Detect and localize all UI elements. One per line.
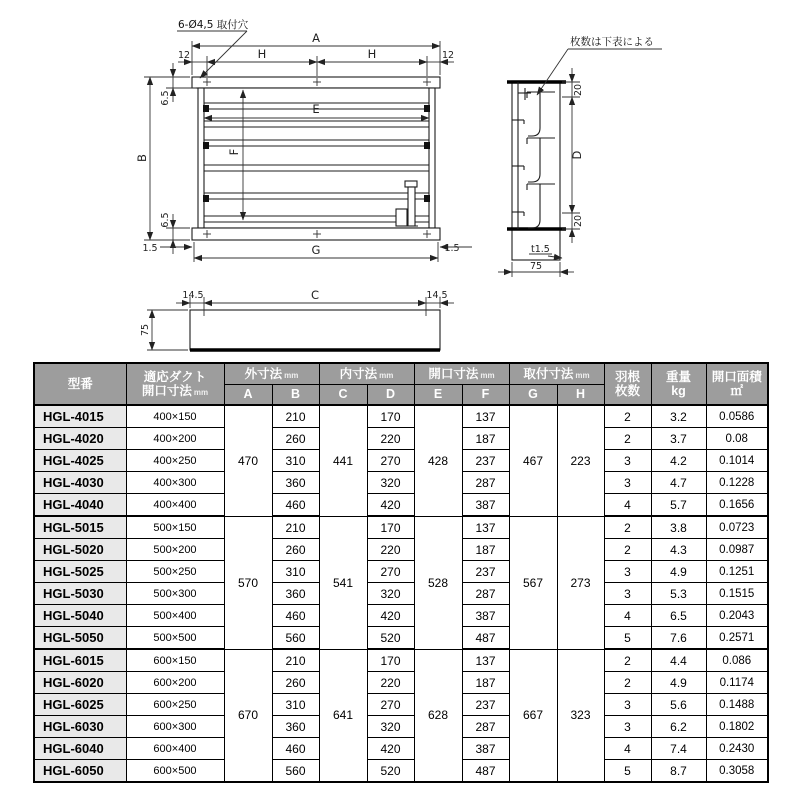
weight-cell: 5.3: [651, 583, 706, 605]
dim-label-c: C: [310, 288, 320, 302]
model-cell: HGL-5050: [34, 627, 126, 650]
model-cell: HGL-6025: [34, 694, 126, 716]
dim-f-cell: 387: [462, 605, 509, 627]
table-row: [34, 605, 768, 627]
dim-d-cell: 320: [367, 472, 414, 494]
dim-d-cell: 220: [367, 428, 414, 450]
dim-label-12-right: 12: [441, 50, 455, 61]
unit-mm: mm: [480, 370, 495, 380]
header-col-a: A: [224, 385, 272, 406]
dim-label-b: B: [135, 154, 149, 162]
dim-h-cell: 323: [557, 649, 604, 782]
model-cell: HGL-6015: [34, 649, 126, 672]
area-cell: 0.1251: [706, 561, 768, 583]
dim-label-thickness: t1.5: [531, 244, 550, 255]
hole-note: 6-Ø4,5 取付穴: [178, 19, 249, 31]
weight-cell: 6.5: [651, 605, 706, 627]
dim-label-h-left: H: [257, 47, 267, 61]
header-col-d: D: [367, 385, 414, 406]
dim-a-cell: 570: [224, 516, 272, 649]
unit-mm: mm: [284, 370, 299, 380]
model-cell: HGL-4025: [34, 450, 126, 472]
dim-a-cell: 670: [224, 649, 272, 782]
dim-d-cell: 420: [367, 605, 414, 627]
spec-table: [33, 362, 769, 783]
weight-cell: 3.7: [651, 428, 706, 450]
table-row: [34, 649, 768, 672]
table-row: [34, 738, 768, 760]
bottom-view: [140, 288, 454, 350]
blades-cell: 4: [604, 605, 651, 627]
model-cell: HGL-6020: [34, 672, 126, 694]
dim-label-h-right: H: [367, 47, 377, 61]
dim-label-6-5-top: 6.5: [160, 90, 171, 106]
area-cell: 0.0987: [706, 539, 768, 561]
dim-g-cell: 467: [509, 405, 557, 516]
dim-d-cell: 270: [367, 694, 414, 716]
duct-cell: 500×150: [126, 516, 224, 539]
blade-count-note: 枚数は下表による: [570, 36, 654, 48]
side-view: [498, 35, 662, 277]
area-cell: 0.0586: [706, 405, 768, 428]
duct-cell: 600×150: [126, 649, 224, 672]
header-col-e: E: [414, 385, 462, 406]
table-row: [34, 583, 768, 605]
dim-label-d: D: [570, 150, 584, 160]
dim-c-cell: 441: [319, 405, 367, 516]
dim-label-20-top: 20: [573, 83, 584, 97]
area-cell: 0.1656: [706, 494, 768, 517]
dim-f-cell: 387: [462, 494, 509, 517]
weight-cell: 4.2: [651, 450, 706, 472]
area-cell: 0.1488: [706, 694, 768, 716]
dim-b-cell: 460: [272, 738, 319, 760]
dim-label-f: F: [227, 148, 241, 156]
dim-b-cell: 210: [272, 405, 319, 428]
dim-b-cell: 310: [272, 450, 319, 472]
area-cell: 0.1014: [706, 450, 768, 472]
model-cell: HGL-6030: [34, 716, 126, 738]
dim-f-cell: 187: [462, 428, 509, 450]
blades-cell: 3: [604, 694, 651, 716]
blades-cell: 5: [604, 627, 651, 650]
duct-cell: 600×300: [126, 716, 224, 738]
dim-d-cell: 320: [367, 716, 414, 738]
dim-b-cell: 360: [272, 583, 319, 605]
table-row: [34, 428, 768, 450]
dim-label-depth-75-side: 75: [529, 261, 543, 272]
dim-f-cell: 487: [462, 627, 509, 650]
blades-cell: 4: [604, 494, 651, 517]
dim-f-cell: 287: [462, 583, 509, 605]
spec-table-wrap: [33, 362, 767, 783]
technical-drawing: [0, 0, 800, 362]
duct-cell: 500×500: [126, 627, 224, 650]
duct-cell: 400×400: [126, 494, 224, 517]
area-cell: 0.1515: [706, 583, 768, 605]
dim-d-cell: 170: [367, 405, 414, 428]
dim-e-cell: 528: [414, 516, 462, 649]
model-cell: HGL-5030: [34, 583, 126, 605]
duct-cell: 600×200: [126, 672, 224, 694]
dim-label-a: A: [312, 31, 320, 45]
duct-cell: 400×200: [126, 428, 224, 450]
header-mount: 取付寸法 mm: [509, 363, 604, 385]
dim-b-cell: 460: [272, 605, 319, 627]
dim-label-20-bottom: 20: [573, 214, 584, 228]
blades-cell: 2: [604, 539, 651, 561]
dim-e-cell: 628: [414, 649, 462, 782]
dim-d-cell: 320: [367, 583, 414, 605]
header-duct-line1: 適応ダクト: [143, 369, 207, 384]
dim-b-cell: 260: [272, 539, 319, 561]
duct-cell: 400×300: [126, 472, 224, 494]
dim-b-cell: 560: [272, 760, 319, 783]
dim-d-cell: 520: [367, 627, 414, 650]
duct-cell: 500×250: [126, 561, 224, 583]
header-col-h: H: [557, 385, 604, 406]
blades-cell: 2: [604, 516, 651, 539]
area-cell: 0.2430: [706, 738, 768, 760]
table-row: [34, 672, 768, 694]
dim-b-cell: 360: [272, 472, 319, 494]
dim-b-cell: 260: [272, 428, 319, 450]
weight-cell: 4.9: [651, 672, 706, 694]
table-row: [34, 561, 768, 583]
blades-cell: 2: [604, 405, 651, 428]
dim-d-cell: 270: [367, 450, 414, 472]
area-cell: 0.1174: [706, 672, 768, 694]
dim-g-cell: 667: [509, 649, 557, 782]
area-cell: 0.3058: [706, 760, 768, 783]
weight-cell: 8.7: [651, 760, 706, 783]
table-row: [34, 627, 768, 650]
header-duct-line2: 開口寸法: [141, 384, 192, 398]
table-row: [34, 494, 768, 517]
header-col-b: B: [272, 385, 319, 406]
area-cell: 0.1228: [706, 472, 768, 494]
blades-cell: 3: [604, 561, 651, 583]
dim-label-14-5-right: 14.5: [426, 290, 448, 301]
duct-cell: 500×300: [126, 583, 224, 605]
dim-f-cell: 137: [462, 405, 509, 428]
model-cell: HGL-5020: [34, 539, 126, 561]
dim-f-cell: 287: [462, 472, 509, 494]
dim-b-cell: 360: [272, 716, 319, 738]
dim-d-cell: 170: [367, 516, 414, 539]
area-cell: 0.1802: [706, 716, 768, 738]
dim-f-cell: 387: [462, 738, 509, 760]
dim-e-cell: 428: [414, 405, 462, 516]
dim-b-cell: 210: [272, 649, 319, 672]
weight-cell: 3.2: [651, 405, 706, 428]
weight-cell: 5.6: [651, 694, 706, 716]
blades-cell: 4: [604, 738, 651, 760]
dim-d-cell: 520: [367, 760, 414, 783]
blades-cell: 5: [604, 760, 651, 783]
weight-cell: 4.7: [651, 472, 706, 494]
weight-cell: 4.9: [651, 561, 706, 583]
dim-f-cell: 137: [462, 516, 509, 539]
header-weight: 重量 kg: [651, 363, 706, 405]
dim-label-1-5-left: 1.5: [142, 243, 158, 254]
header-opening: 開口寸法 mm: [414, 363, 509, 385]
header-area: 開口面積 ㎡: [706, 363, 768, 405]
dim-f-cell: 287: [462, 716, 509, 738]
model-cell: HGL-4015: [34, 405, 126, 428]
blades-cell: 3: [604, 716, 651, 738]
dim-f-cell: 187: [462, 539, 509, 561]
dim-d-cell: 420: [367, 494, 414, 517]
table-row: [34, 694, 768, 716]
table-row: [34, 760, 768, 783]
area-cell: 0.2043: [706, 605, 768, 627]
table-header: [34, 363, 768, 405]
dim-d-cell: 220: [367, 539, 414, 561]
header-col-c: C: [319, 385, 367, 406]
blades-cell: 3: [604, 450, 651, 472]
dim-f-cell: 137: [462, 649, 509, 672]
dim-f-cell: 487: [462, 760, 509, 783]
dim-d-cell: 270: [367, 561, 414, 583]
dim-c-cell: 541: [319, 516, 367, 649]
dim-f-cell: 237: [462, 561, 509, 583]
unit-mm: mm: [193, 388, 209, 397]
duct-cell: 500×400: [126, 605, 224, 627]
blades-cell: 3: [604, 583, 651, 605]
dim-b-cell: 310: [272, 694, 319, 716]
area-cell: 0.08: [706, 428, 768, 450]
model-cell: HGL-5040: [34, 605, 126, 627]
dim-a-cell: 470: [224, 405, 272, 516]
table-row: [34, 450, 768, 472]
dim-b-cell: 310: [272, 561, 319, 583]
weight-cell: 7.6: [651, 627, 706, 650]
model-cell: HGL-6040: [34, 738, 126, 760]
area-cell: 0.0723: [706, 516, 768, 539]
duct-cell: 400×250: [126, 450, 224, 472]
blades-cell: 3: [604, 472, 651, 494]
unit-mm: mm: [379, 370, 394, 380]
duct-cell: 600×500: [126, 760, 224, 783]
model-cell: HGL-5025: [34, 561, 126, 583]
dim-label-depth-75-bottom: 75: [140, 323, 151, 337]
table-row: [34, 516, 768, 539]
area-cell: 0.086: [706, 649, 768, 672]
table-row: [34, 472, 768, 494]
header-model: 型番: [34, 363, 126, 405]
model-cell: HGL-4030: [34, 472, 126, 494]
dim-g-cell: 567: [509, 516, 557, 649]
dim-label-1-5-right: 1.5: [444, 243, 460, 254]
weight-cell: 3.8: [651, 516, 706, 539]
duct-cell: 400×150: [126, 405, 224, 428]
dim-b-cell: 260: [272, 672, 319, 694]
weight-cell: 4.4: [651, 649, 706, 672]
weight-cell: 7.4: [651, 738, 706, 760]
blades-cell: 2: [604, 649, 651, 672]
dim-label-14-5-left: 14.5: [182, 290, 204, 301]
weight-cell: 4.3: [651, 539, 706, 561]
weight-cell: 5.7: [651, 494, 706, 517]
header-blades: 羽根 枚数: [604, 363, 651, 405]
dim-d-cell: 420: [367, 738, 414, 760]
dim-f-cell: 237: [462, 450, 509, 472]
duct-cell: 600×250: [126, 694, 224, 716]
model-cell: HGL-4020: [34, 428, 126, 450]
dim-b-cell: 560: [272, 627, 319, 650]
duct-cell: 600×400: [126, 738, 224, 760]
table-row: [34, 716, 768, 738]
blades-cell: 2: [604, 428, 651, 450]
dim-h-cell: 223: [557, 405, 604, 516]
dim-label-g: G: [311, 243, 321, 257]
dim-c-cell: 641: [319, 649, 367, 782]
dim-f-cell: 237: [462, 694, 509, 716]
dim-d-cell: 170: [367, 649, 414, 672]
dim-b-cell: 460: [272, 494, 319, 517]
dim-label-e: E: [312, 102, 320, 116]
header-col-g: G: [509, 385, 557, 406]
dim-h-cell: 273: [557, 516, 604, 649]
dim-label-12-left: 12: [177, 50, 191, 61]
header-duct: [126, 363, 224, 405]
front-view: [135, 18, 472, 262]
header-outer: 外寸法 mm: [224, 363, 319, 385]
duct-cell: 500×200: [126, 539, 224, 561]
model-cell: HGL-6050: [34, 760, 126, 783]
dim-b-cell: 210: [272, 516, 319, 539]
dim-label-6-5-bottom: 6.5: [160, 212, 171, 228]
header-col-f: F: [462, 385, 509, 406]
weight-cell: 6.2: [651, 716, 706, 738]
dim-d-cell: 220: [367, 672, 414, 694]
model-cell: HGL-4040: [34, 494, 126, 517]
table-row: [34, 539, 768, 561]
blades-cell: 2: [604, 672, 651, 694]
area-cell: 0.2571: [706, 627, 768, 650]
model-cell: HGL-5015: [34, 516, 126, 539]
unit-mm: mm: [575, 370, 590, 380]
table-row: [34, 405, 768, 428]
dim-f-cell: 187: [462, 672, 509, 694]
header-inner: 内寸法 mm: [319, 363, 414, 385]
